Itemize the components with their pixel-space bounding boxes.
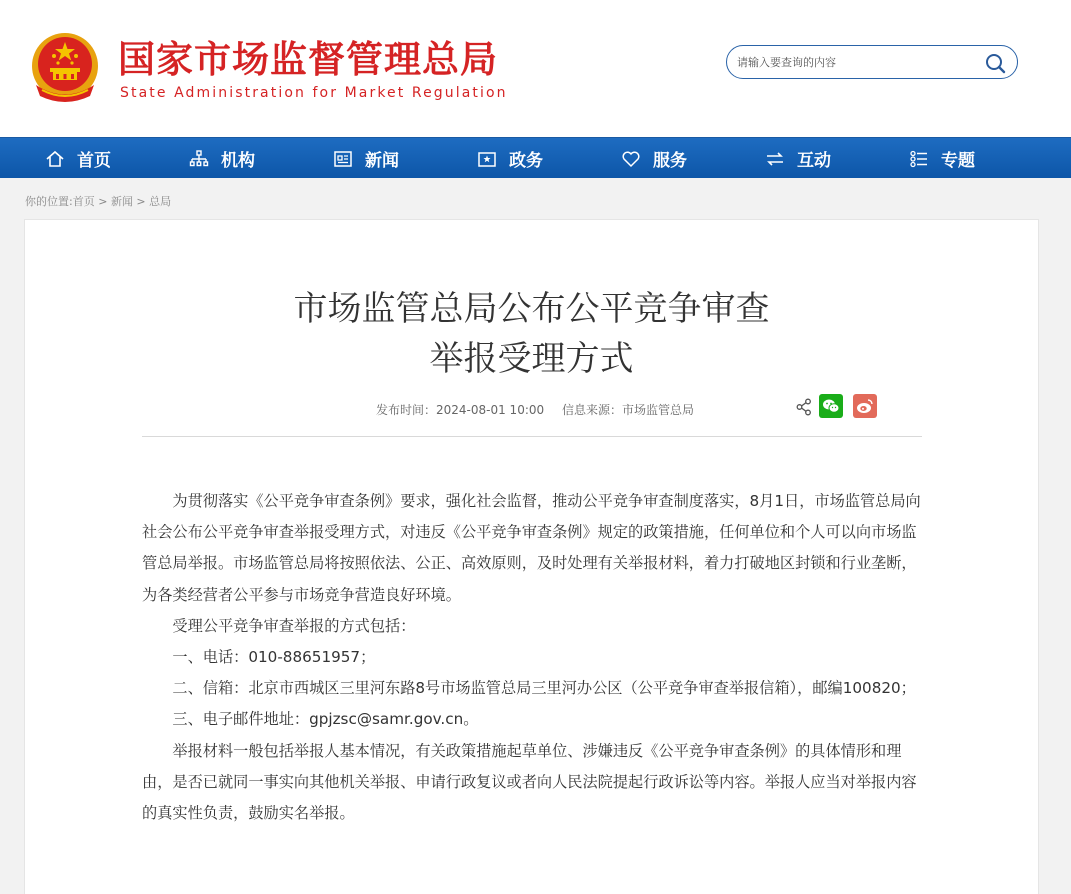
- nav-label: 服务: [653, 151, 687, 171]
- article-title-line2: 举报受理方式: [429, 339, 634, 379]
- nav-label: 政务: [509, 151, 543, 171]
- nav-label: 首页: [77, 151, 111, 171]
- government-icon: [477, 149, 497, 169]
- wechat-share-button[interactable]: [819, 394, 843, 418]
- heart-icon: [621, 149, 641, 169]
- org-name-cn: 国家市场监督管理总局: [118, 38, 498, 81]
- article-meta: [376, 401, 708, 418]
- wechat-icon: [819, 394, 843, 418]
- nav-label: 机构: [221, 151, 255, 171]
- national-emblem-icon[interactable]: [28, 30, 102, 106]
- article-title: [25, 284, 1038, 384]
- info-source: 信息来源：市场监管总局: [561, 403, 694, 417]
- breadcrumb-prefix: 你的位置:: [25, 195, 73, 208]
- article-paragraph: 一、电话：010-88651957；: [172, 648, 376, 667]
- weibo-share-button[interactable]: [853, 394, 877, 418]
- article-paragraph: 举报材料一般包括举报人基本情况，有关政策措施起草单位、涉嫌违反《公平竞争审查条例》的具体情形和理由，是否已就同一事实向其他机关举报、申请行政复议或者向人民法院提起行政诉讼等内容。举报人应当对举报内容的真实性负责，鼓励实名举报。: [142, 741, 917, 823]
- search-input[interactable]: [737, 53, 977, 71]
- site-header: [0, 0, 1071, 137]
- exchange-icon: [765, 149, 785, 169]
- home-icon: [45, 149, 65, 169]
- nav-item-topics[interactable]: [909, 138, 975, 179]
- nav-item-news[interactable]: [333, 138, 399, 179]
- search-box: [726, 45, 1018, 79]
- topics-icon: [909, 149, 929, 169]
- article-paragraph: 为贯彻落实《公平竞争审查条例》要求，强化社会监督，推动公平竞争审查制度落实，8月1日，市场监管总局向社会公布公平竞争审查举报受理方式，对违反《公平竞争审查条例》规定的政策措施，任何单位和个人可以向市场监管总局举报。市场监管总局将按照依法、公正、高效原则，及时处理有关举报材料，着力打破地区封锁和行业垄断，为各类经营者公平参与市场竞争营造良好环境。: [142, 492, 921, 604]
- org-chart-icon: [189, 149, 209, 169]
- search-icon[interactable]: [983, 51, 1007, 75]
- article-body: [142, 486, 923, 829]
- org-name-en: State Administration for Market Regulation: [120, 85, 508, 101]
- nav-label: 新闻: [365, 151, 399, 171]
- article-paragraph: 二、信箱：北京市西城区三里河东路8号市场监管总局三里河办公区（公平竞争审查举报信箱），邮编100820；: [172, 679, 916, 698]
- nav-item-home[interactable]: [45, 138, 111, 179]
- breadcrumb-headquarters[interactable]: 总局: [149, 195, 172, 208]
- nav-item-organization[interactable]: [189, 138, 255, 179]
- article-card: [24, 219, 1039, 894]
- breadcrumb-home[interactable]: 首页: [72, 195, 95, 208]
- breadcrumb-news[interactable]: 新闻: [110, 195, 133, 208]
- nav-label: 专题: [941, 151, 975, 171]
- breadcrumb: [25, 193, 171, 209]
- newspaper-icon: [333, 149, 353, 169]
- nav-label: 互动: [797, 151, 831, 171]
- nav-item-government[interactable]: [477, 138, 543, 179]
- weibo-icon: [853, 394, 877, 418]
- article-title-line1: 市场监管总局公布公平竞争审查: [293, 289, 770, 329]
- publish-time: 发布时间：2024-08-01 10:00: [376, 403, 545, 417]
- article-paragraph: 受理公平竞争审查举报的方式包括：: [172, 616, 416, 635]
- title-divider: [142, 436, 922, 437]
- article-paragraph: 三、电子邮件地址：gpjzsc@samr.gov.cn。: [172, 710, 479, 729]
- main-nav: [0, 137, 1071, 178]
- nav-item-interaction[interactable]: [765, 138, 831, 179]
- share-icon[interactable]: [796, 398, 812, 416]
- nav-item-service[interactable]: [621, 138, 687, 179]
- breadcrumb-separator: >: [94, 195, 111, 208]
- breadcrumb-separator: >: [132, 195, 150, 208]
